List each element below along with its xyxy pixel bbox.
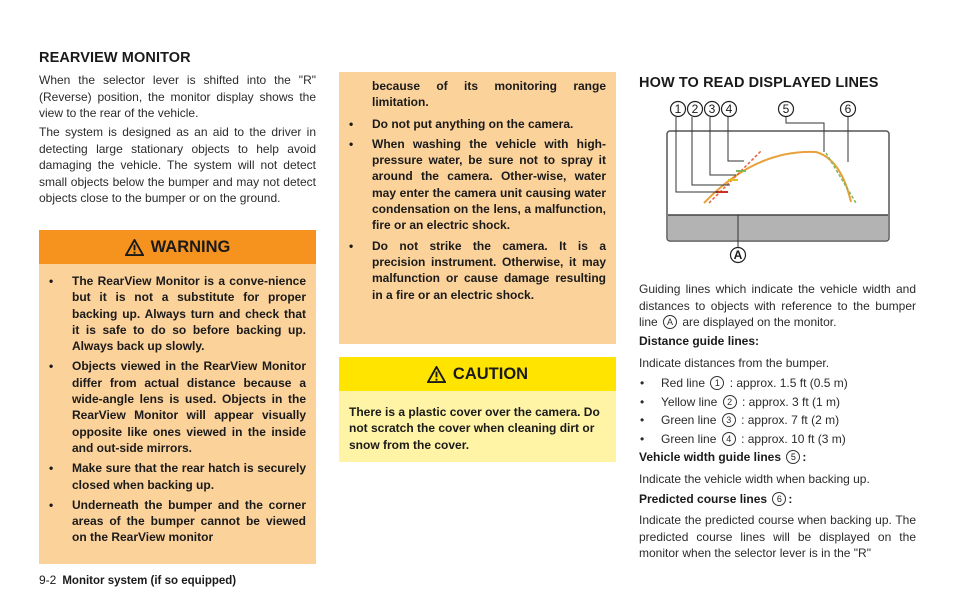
- page-number: 9-2: [39, 573, 57, 587]
- list-item: • When washing the vehicle with high-pressure water, be sure not to spray it around the camera. Other-wise, water may enter the camera unit causing water condensation on the lens, a malfunction, fire or an electric shock.: [339, 136, 616, 234]
- footer-section: Monitor system (if so equipped): [62, 575, 237, 587]
- warning-triangle-icon: [125, 239, 144, 256]
- list-item: • Make sure that the rear hatch is securely closed when backing up.: [39, 460, 316, 493]
- list-item: • Do not strike the camera. It is a precision instrument. Otherwise, it may malfunction or cause damage resulting in a fire or an electric shock.: [339, 238, 616, 303]
- warning-box: [39, 230, 316, 564]
- list-item: • Do not put anything on the camera.: [339, 116, 616, 132]
- course-heading: Predicted course lines 6 :: [639, 492, 793, 506]
- warning-list: [339, 116, 616, 303]
- diagram-label-a: A: [733, 248, 743, 262]
- page-footer: [39, 573, 236, 587]
- caution-box: [339, 357, 616, 462]
- rearview-lines-diagram: [666, 97, 916, 267]
- distance-lines-list: [639, 374, 916, 448]
- distance-heading: Distance guide lines:: [639, 334, 760, 348]
- list-item: • Green line 4 : approx. 10 ft (3 m): [639, 430, 916, 449]
- caution-text: There is a plastic cover over the camera. Do not scratch the cover when cleaning dirt or snow from the cover.: [349, 405, 600, 452]
- diagram-label-5: 5: [782, 102, 790, 116]
- list-item: • Yellow line 2 : approx. 3 ft (1 m): [639, 393, 916, 412]
- warning-header: [39, 230, 316, 264]
- caution-label: CAUTION: [452, 364, 529, 383]
- list-item: • Green line 3 : approx. 7 ft (2 m): [639, 411, 916, 430]
- warning-label: WARNING: [150, 237, 231, 256]
- width-heading: Vehicle width guide lines 5 :: [639, 450, 807, 464]
- system-paragraph: The system is designed as an aid to the driver in detecting large stationary objects to help avoid damaging the vehicle. The system will not detect small objects below the bumper and may not detect objects close to the bumper or on the ground.: [39, 125, 316, 206]
- diagram-label-3: 3: [708, 102, 716, 116]
- warning-box-continued: [339, 72, 616, 344]
- guiding-lines-intro: Guiding lines which indicate the vehicle width and distances to objects with reference to the bumper line A are displayed on the monitor.: [639, 282, 916, 330]
- width-description: Indicate the vehicle width when backing up.: [639, 472, 870, 486]
- marker-a: A: [663, 315, 677, 329]
- list-item: • Objects viewed in the RearView Monitor differ from actual distance because a wide-angle lens is used. Objects in the RearView Monitor will appear visually opposite like ones viewed in the inside and out-side mirrors.: [39, 358, 316, 456]
- diagram-label-2: 2: [691, 102, 699, 116]
- diagram-label-6: 6: [844, 102, 852, 116]
- intro-paragraph: When the selector lever is shifted into the "R" (Reverse) position, the monitor display shows the view to the rear of the vehicle.: [39, 73, 316, 121]
- list-item: • Red line 1 : approx. 1.5 ft (0.5 m): [639, 374, 916, 393]
- section-title: HOW TO READ DISPLAYED LINES: [639, 75, 879, 91]
- list-item: • The RearView Monitor is a conve-nience but it is not a substitute for proper backing up. Always turn and check that it is safe to do so before backing up. Always back up slowly.: [39, 273, 316, 354]
- caution-header: [339, 357, 616, 391]
- warning-continued-text: because of its monitoring range limitation.: [372, 79, 606, 110]
- section-title: REARVIEW MONITOR: [39, 50, 191, 66]
- warning-triangle-icon: [427, 366, 446, 383]
- course-description: Indicate the predicted course when backing up. The predicted course lines will be displayed on the monitor when the selector lever is in the "R": [639, 513, 916, 561]
- diagram-label-4: 4: [725, 102, 733, 116]
- diagram-label-1: 1: [674, 102, 682, 116]
- distance-description: Indicate distances from the bumper.: [639, 356, 830, 370]
- warning-list: [39, 273, 316, 546]
- list-item: • Underneath the bumper and the corner areas of the bumper cannot be viewed on the RearView monitor: [39, 497, 316, 546]
